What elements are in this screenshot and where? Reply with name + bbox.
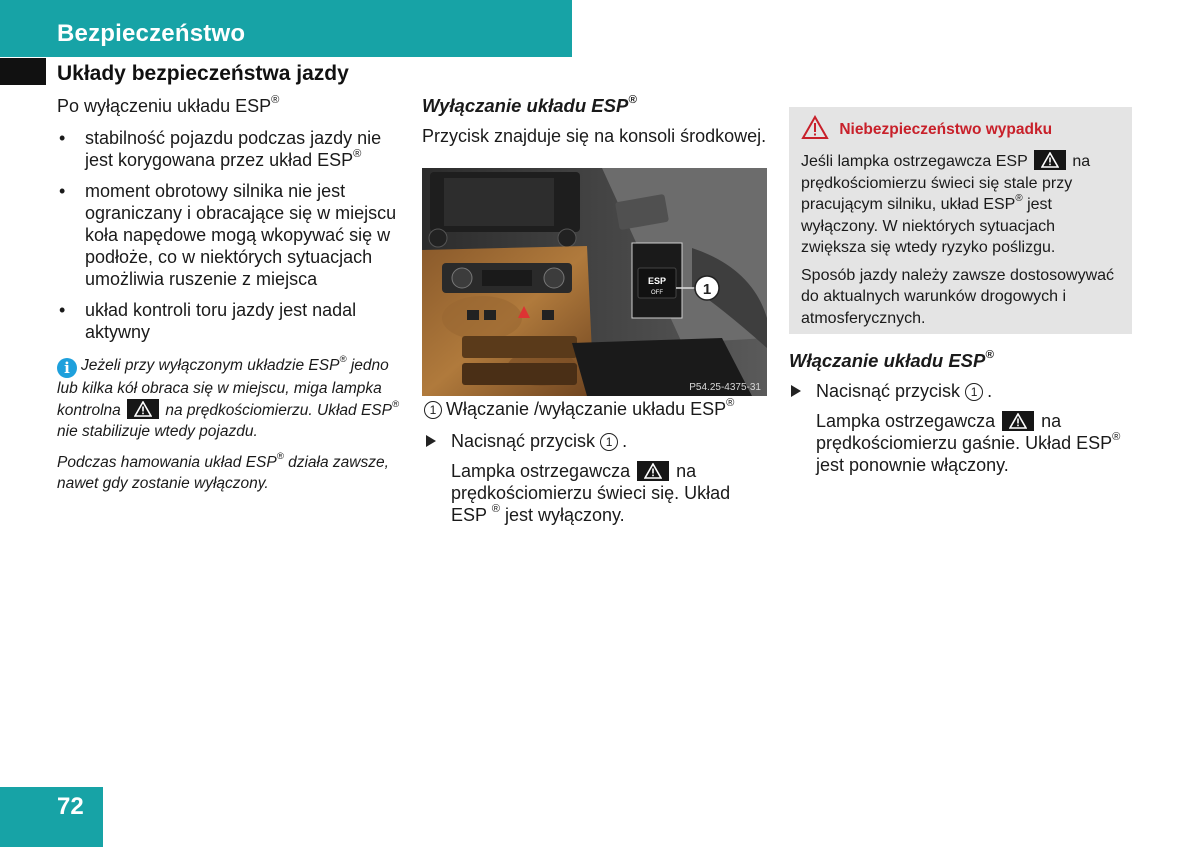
callout-number: 1 [702, 281, 712, 298]
note-paragraph: i Jeżeli przy wyłączonym układzie ESP® jedno lub kilka kół obraca się w miejscu, miga lampka kontrolna na prędkościomierzu. Układ ESP® nie stabilizuje wtedy pojazdu. [57, 354, 400, 440]
page-number-band [0, 787, 103, 847]
result-text: Lampka ostrzegawcza na prędkościomierzu gaśnie. Układ ESP® jest ponownie włączony. [816, 411, 1121, 475]
list-item: • moment obrotowy silnika nie jest ograniczany i obracające się w miejscu koła napędowe mogą wkopywać się w podłoże, co w niektórych sytuacjach umożliwia ruszenie z miejsca [57, 180, 402, 290]
esp-off-label: OFF [651, 290, 663, 296]
arrow-icon [791, 385, 801, 397]
left-column [57, 95, 402, 504]
center-console-photo [422, 168, 767, 396]
middle-column [422, 95, 772, 173]
result-text: Lampka ostrzegawcza na prędkościomierzu świeci się. Układ ESP ® jest wyłączony. [451, 461, 731, 525]
callout-1-icon: 1 [965, 383, 983, 401]
warning-lamp-icon [1002, 411, 1034, 431]
list-item: Nacisnąć przycisk 1 . [789, 380, 1134, 402]
list-item: Nacisnąć przycisk 1 . [424, 430, 769, 452]
arrow-icon [426, 435, 436, 447]
danger-triangle-icon [801, 115, 829, 140]
info-icon: i [57, 358, 77, 378]
photo-caption: 1 Włączanie /wyłączanie układu ESP® Nacisnąć przycisk 1 . Lampka ostrzegawcza na prędkościomierzu świeci się. Układ ESP ® jest wyłączony. [424, 398, 769, 526]
consequences-list [57, 127, 402, 343]
warning-paragraph: Sposób jazdy należy zawsze dostosowywać do aktualnych warunków drogowych i atmosferycznych. [801, 266, 1115, 327]
button-location-text: Przycisk znajduje się na konsoli środkowej. [422, 126, 767, 146]
esp-off-heading: Wyłączanie układu ESP® [422, 94, 637, 116]
section-title: Bezpieczeństwo [57, 20, 246, 47]
steps-list [789, 380, 1134, 402]
list-item: • układ kontroli toru jazdy jest nadal aktywny [57, 299, 402, 343]
photo-code: P54.25-4375-31 [689, 382, 761, 393]
warning-heading: Niebezpieczeństwo wypadku [801, 115, 1046, 147]
info-note [57, 355, 402, 494]
esp-button-label: ESP [647, 276, 667, 286]
warning-lamp-icon [1034, 150, 1066, 170]
callout-1-icon: 1 [600, 433, 618, 451]
callout-1-icon: 1 [424, 401, 442, 419]
intro-text: Po wyłączeniu układu ESP® [57, 94, 280, 116]
note-paragraph: Podczas hamowania układ ESP® działa zawsze, nawet gdy zostanie wyłączony. [57, 451, 389, 492]
subsection-title: Układy bezpieczeństwa jazdy [57, 62, 349, 85]
page-number: 72 [57, 793, 84, 820]
warning-paragraph: Jeśli lampka ostrzegawcza ESP na prędkościomierzu świeci się stale przy pracującym silniku, układ ESP® jest wyłączony. W niektórych sytuacjach zwiększa się wtedy ryzyko poślizgu. [801, 150, 1123, 259]
right-column [789, 350, 1134, 476]
list-item: • stabilność pojazdu podczas jazdy nie jest korygowana przez układ ESP® [57, 127, 402, 171]
warning-lamp-icon [127, 399, 159, 419]
warning-lamp-icon [637, 461, 669, 481]
warning-body [801, 150, 1123, 335]
steps-list [424, 430, 769, 452]
section-tab-marker [0, 58, 46, 85]
accident-warning-box [789, 107, 1132, 334]
esp-on-heading: Włączanie układu ESP® [789, 349, 994, 371]
